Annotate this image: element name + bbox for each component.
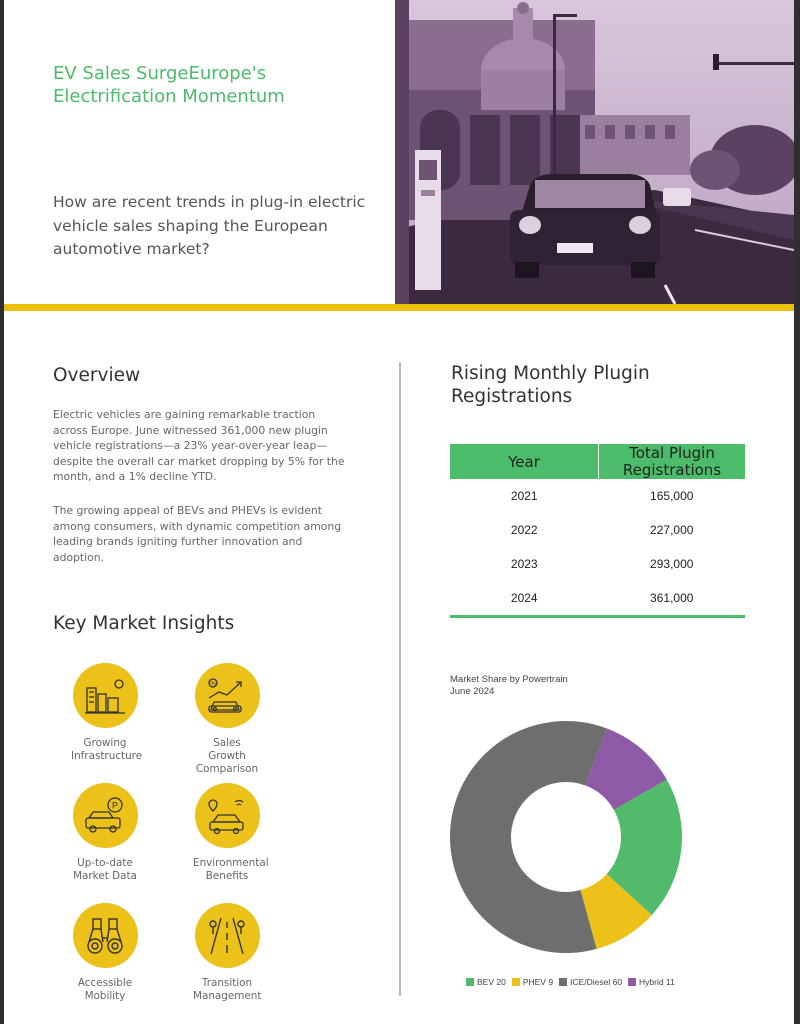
registrations-title: Rising Monthly Plugin Registrations <box>451 363 650 407</box>
column-header-total: Total Plugin Registrations <box>599 444 746 479</box>
legend-label: BEV 20 <box>477 977 506 987</box>
donut-chart-subtitle: June 2024 <box>450 686 495 697</box>
legend-item <box>512 977 553 987</box>
insight-label: Environmental Benefits <box>193 857 269 882</box>
donut-chart-title <box>450 674 568 698</box>
table-row <box>450 547 745 581</box>
insight-accessible-mobility <box>55 903 155 1003</box>
overview-title: Overview <box>53 365 141 386</box>
insight-market-data <box>55 783 155 883</box>
hero-question: How are recent trends in plug-in electric vehicle sales shaping the European automotive market? <box>53 193 366 258</box>
donut-slice-ice-diesel <box>450 721 607 953</box>
overview-paragraph-2: The growing appeal of BEVs and PHEVs is evident among consumers, with dynamic competition among leading brands igniting further innovation and adoption. <box>53 504 342 564</box>
infrastructure-icon <box>73 663 138 728</box>
cell-total: 293,000 <box>650 557 694 571</box>
legend-item <box>466 977 506 987</box>
cell-year: 2024 <box>450 581 599 617</box>
legend-label: PHEV 9 <box>522 977 554 987</box>
legend-item <box>628 977 675 987</box>
hero-photo-illustration <box>395 0 794 304</box>
registrations-table <box>450 444 745 618</box>
legend-swatch <box>628 978 636 986</box>
table-row <box>450 513 745 547</box>
column-divider <box>399 362 401 996</box>
accent-bar <box>4 304 794 311</box>
svg-text:%: % <box>210 681 216 687</box>
cell-year: 2021 <box>510 489 538 503</box>
insight-label: Transition Management <box>193 977 262 1002</box>
page-title: EV Sales SurgeEurope's Electrification Momentum <box>53 63 285 107</box>
document-page <box>4 0 794 1024</box>
legend-swatch <box>559 978 567 986</box>
cell-total: 227,000 <box>650 523 694 537</box>
insight-environmental <box>177 783 277 883</box>
overview-paragraph-1: Electric vehicles are gaining remarkable traction across Europe. June witnessed 361,000 new plugin vehicle registrations—a 23% year-over-year leap—despite the overall car market dropping by 5% for the month, and a 1% decline YTD. <box>53 408 345 484</box>
cell-total: 165,000 <box>650 489 694 503</box>
donut-chart-title-text: Market Share by Powertrain <box>450 674 568 685</box>
table-header-row <box>450 444 745 479</box>
insight-label: Up-to-date Market Data <box>73 857 137 882</box>
binoculars-icon <box>73 903 138 968</box>
road-icon <box>195 903 260 968</box>
hero-photo <box>395 0 794 304</box>
insights-title: Key Market Insights <box>53 613 235 634</box>
insight-label: Accessible Mobility <box>77 977 133 1002</box>
column-header-year: Year <box>450 444 599 479</box>
donut-legend <box>466 977 675 987</box>
table-row <box>450 479 745 513</box>
donut-chart <box>450 721 682 953</box>
environment-icon <box>195 783 260 848</box>
insight-label: Growing Infrastructure <box>71 737 143 762</box>
cell-total: 361,000 <box>599 581 746 617</box>
legend-swatch <box>512 978 520 986</box>
market-data-icon <box>73 783 138 848</box>
table-row <box>450 581 745 617</box>
svg-text:P: P <box>112 800 119 810</box>
legend-item <box>559 977 622 987</box>
legend-label: ICE/Diesel 60 <box>570 977 623 987</box>
insight-sales-growth <box>177 663 277 775</box>
legend-label: Hybrid 11 <box>639 977 675 987</box>
cell-year: 2022 <box>510 523 538 537</box>
sales-growth-icon <box>195 663 260 728</box>
insight-label: Sales Growth Comparison <box>195 737 259 775</box>
cell-year: 2023 <box>510 557 538 571</box>
hero-text <box>4 0 395 304</box>
legend-swatch <box>466 978 474 986</box>
insight-transition-management <box>177 903 277 1003</box>
insight-growing-infrastructure <box>55 663 155 763</box>
